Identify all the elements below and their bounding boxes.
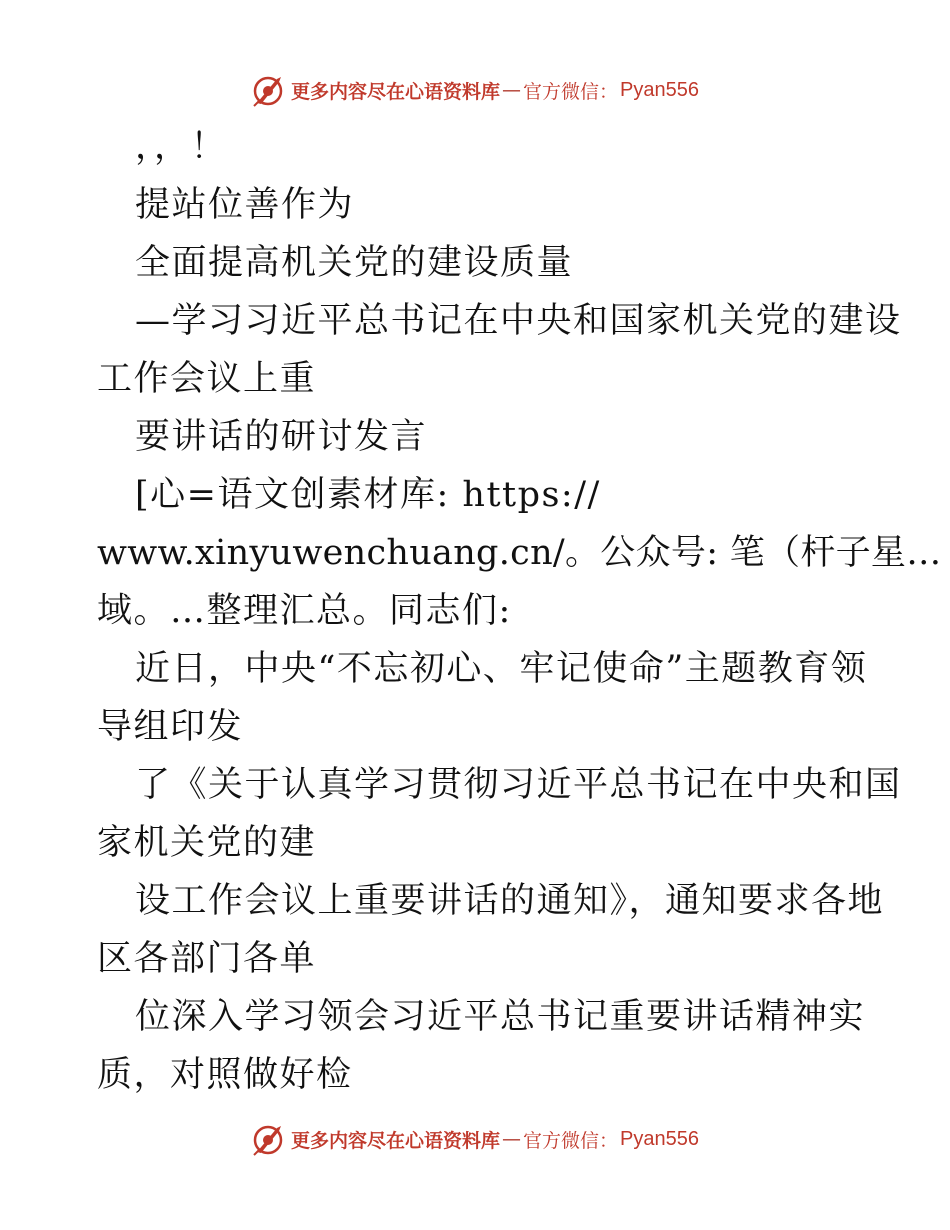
banner-wechat-label: 官方微信： [523,80,619,103]
text-line: 提站位善作为 [135,185,355,225]
banner-wechat-handle: Pyan556 [620,1127,699,1150]
quill-pen-logo-icon [251,73,285,107]
text-line: 全面提高机关党的建设质量 [135,243,574,283]
text-line: [心=语文创素材库: https:// [135,475,601,515]
banner-separator: — [502,1128,522,1150]
text-line: 设工作会议上重要讲话的通知》，通知要求各地 [135,881,885,921]
text-line: 域。…整理汇总。同志们: [97,591,512,631]
quill-pen-logo-icon [251,1122,285,1156]
footer-watermark-banner [0,1122,950,1156]
banner-wechat-handle: Pyan556 [620,78,699,101]
text-line: 近日，中央“不忘初心、牢记使命”主题教育领 [135,649,868,689]
banner-site-text: 更多内容尽在心语资料库 [291,80,501,103]
text-line: 质，对照做好检 [97,1055,353,1095]
header-watermark-banner [0,73,950,107]
text-line: ，，！ [135,127,228,167]
banner-site-text: 更多内容尽在心语资料库 [291,1129,501,1152]
text-line: 位深入学习领会习近平总书记重要讲话精神实 [135,997,866,1037]
text-line: 导组印发 [97,707,244,747]
text-line: 了《关于认真学习贯彻习近平总书记在中央和国 [135,765,902,805]
text-line: —学习习近平总书记在中央和国家机关党的建设 [135,301,902,341]
text-line: 家机关党的建 [97,823,317,863]
text-line: 区各部门各单 [97,939,317,979]
banner-separator: — [502,79,522,101]
text-line: 要讲话的研讨发言 [135,417,428,457]
banner-wechat-label: 官方微信： [523,1129,619,1152]
text-line: 工作会议上重 [97,359,317,399]
text-line: www.xinyuwenchuang.cn/。公众号: 笔（杆子星… [97,533,942,573]
